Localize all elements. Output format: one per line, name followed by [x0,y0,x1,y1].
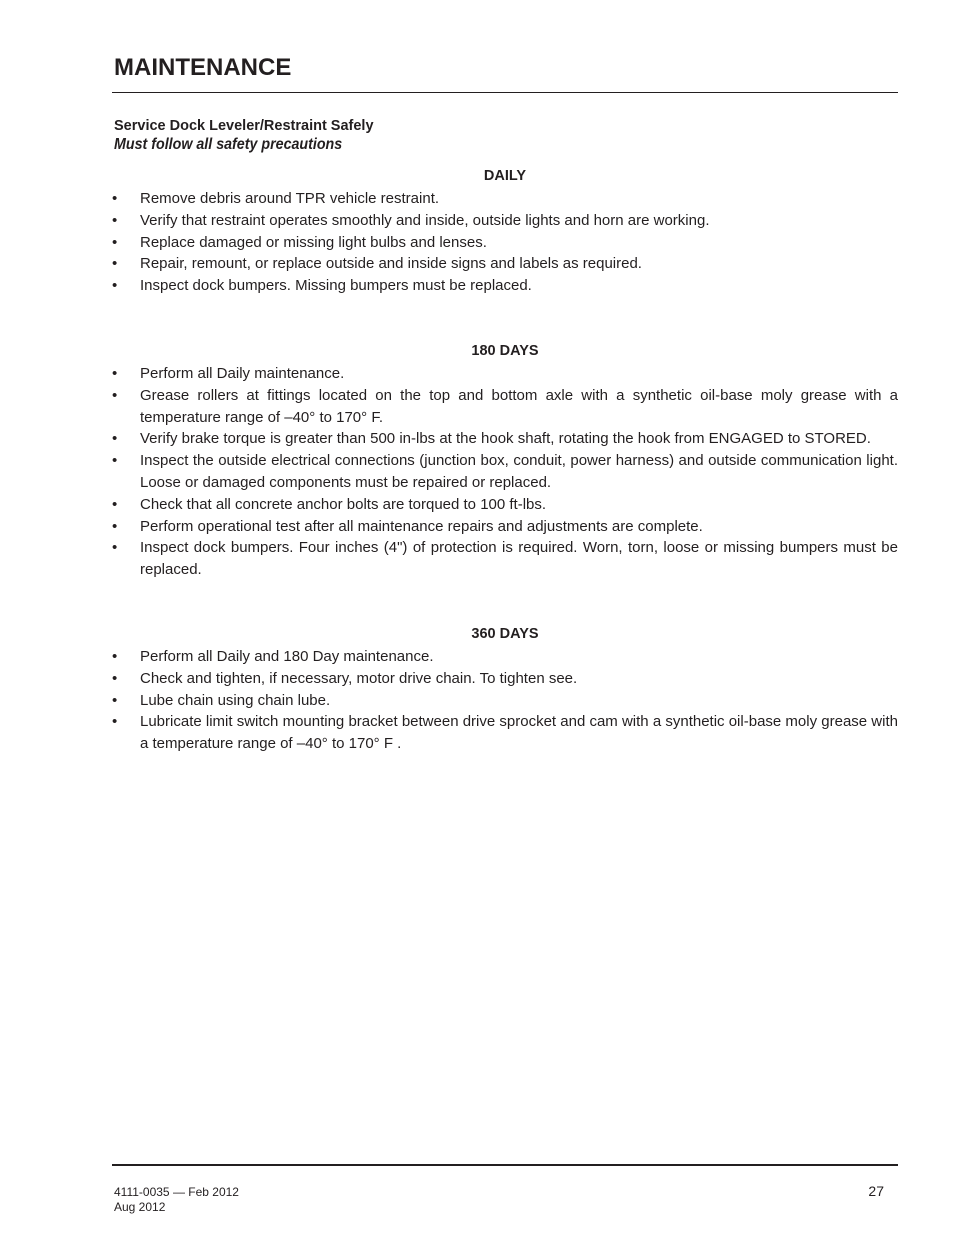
list-item-text: Inspect the outside electrical connections (junction box, conduit, power harness) and outside communication light. Loose or damaged components must be repaired or replaced. [140,452,898,491]
list-item-text: Perform all Daily and 180 Day maintenance. [140,648,434,665]
list-item-text: Check that all concrete anchor bolts are torqued to 100 ft-lbs. [140,495,547,513]
bullet-icon: • [112,365,118,382]
bullet-icon: • [112,233,118,251]
daily-list [112,188,898,297]
footer-doc-info [114,1185,239,1215]
list-item [112,690,898,712]
list-item [112,210,898,232]
list-item [112,450,898,494]
daily-section [112,166,898,297]
footer-divider [112,1164,898,1166]
bullet-icon: • [112,386,118,404]
list-item [112,668,898,690]
list-item [112,232,898,254]
180-days-title: 180 DAYS [471,343,539,359]
list-item-text: Perform operational test after all maintenance repairs and adjustments are complete. [140,517,703,535]
bullet-icon: • [112,495,118,513]
bullet-icon: • [112,277,118,295]
list-item [112,494,898,516]
list-item-text: Remove debris around TPR vehicle restraint. [140,190,440,207]
bullet-icon: • [112,517,118,535]
list-item-text: Perform all Daily maintenance. [140,365,345,382]
360-days-list [112,646,898,755]
bullet-icon: • [112,452,118,470]
list-item [112,428,898,450]
safety-subheading: Must follow all safety precautions [114,136,343,153]
list-item [112,537,898,581]
list-item-text: Check and tighten, if necessary, motor drive chain. To tighten see. [140,669,578,687]
list-item [112,646,898,668]
list-item [112,275,898,297]
title-divider [112,92,898,93]
list-item-text: Inspect dock bumpers. Four inches (4") of protection is required. Worn, torn, loose or missing bumpers must be replaced. [140,539,898,579]
list-item [112,253,898,275]
list-item-text: Lubricate limit switch mounting bracket between drive sprocket and cam with a synthetic oil-base moly grease with a temperature range of –40° to 170° F . [140,713,898,753]
doc-number: 4111-0035 — Feb 2012 [114,1185,239,1199]
list-item [112,363,898,385]
bullet-icon: • [112,430,118,448]
bullet-icon: • [112,255,118,273]
daily-title: DAILY [483,168,527,184]
bullet-icon: • [112,713,118,731]
bullet-icon: • [112,648,118,665]
page-number: 27 [868,1183,884,1199]
180-days-list [112,363,898,581]
list-item-text: Verify brake torque is greater than 500 in-lbs at the hook shaft, rotating the hook from ENGAGED to STORED. [140,430,871,448]
360-days-section [112,624,898,755]
list-item-text: Lube chain using chain lube. [140,691,331,709]
list-item-text: Inspect dock bumpers. Missing bumpers must be replaced. [140,277,532,295]
bullet-icon: • [112,211,118,229]
180-days-section [112,341,898,581]
list-item-text: Repair, remount, or replace outside and inside signs and labels as required. [140,255,642,273]
bullet-icon: • [112,539,118,557]
360-days-title: 360 DAYS [471,626,539,642]
list-item-text: Replace damaged or missing light bulbs and lenses. [140,233,487,251]
list-item [112,188,898,210]
bullet-icon: • [112,691,118,709]
list-item-text: Verify that restraint operates smoothly and inside, outside lights and horn are working. [140,211,710,229]
bullet-icon: • [112,669,118,687]
page-title: MAINTENANCE [114,54,292,81]
section-heading: Service Dock Leveler/Restraint Safely [114,118,374,134]
bullet-icon: • [112,190,118,207]
list-item [112,385,898,429]
list-item [112,711,898,755]
list-item-text: Grease rollers at fittings located on the top and bottom axle with a synthetic oil-base moly grease with a temperature range of –40° to 170° F. [140,386,898,426]
revision-date: Aug 2012 [114,1200,166,1214]
list-item [112,516,898,538]
